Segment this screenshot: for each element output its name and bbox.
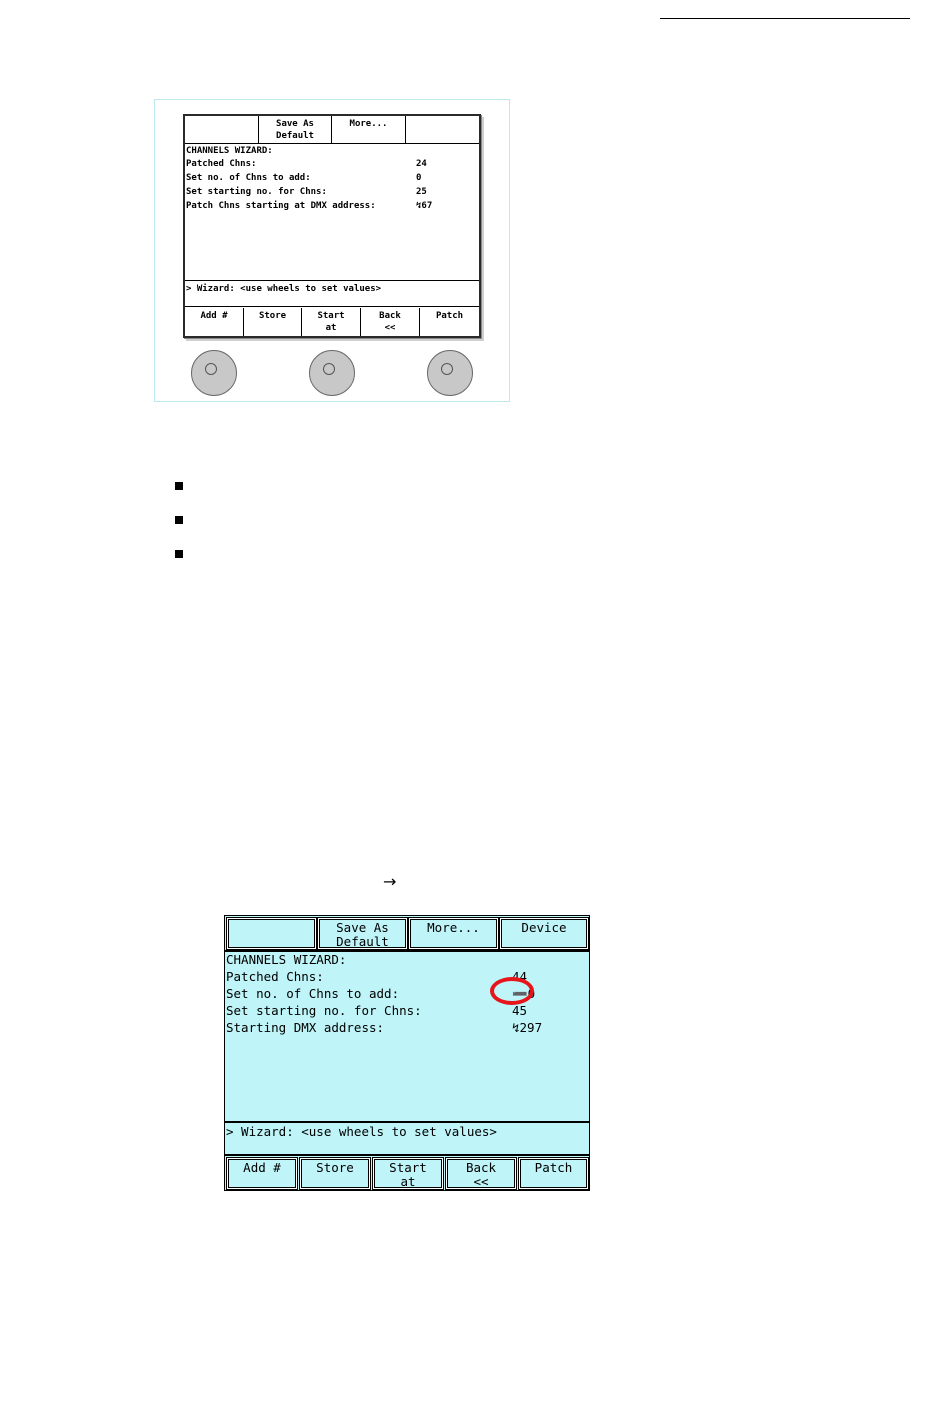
softkey-top-4[interactable]: [406, 116, 479, 144]
patch-button[interactable]: Patch: [435, 311, 464, 321]
chns-to-add-value[interactable]: ➖0: [512, 986, 536, 1001]
save-as-default-button[interactable]: Save As Default: [259, 116, 332, 144]
dmx-address-value[interactable]: ↯297: [512, 1020, 543, 1035]
patch-button[interactable]: Patch: [518, 1157, 589, 1190]
bullet-marker: [175, 516, 183, 524]
starting-no-value[interactable]: 45: [512, 1003, 528, 1018]
right-arrow-icon: →: [383, 872, 397, 891]
wheel-right-knob[interactable]: [427, 350, 473, 396]
wheel-middle-knob[interactable]: [309, 350, 355, 396]
starting-no-label: Set starting no. for Chns:: [186, 187, 327, 197]
patched-chns-value: 24: [416, 159, 427, 169]
back-button[interactable]: Back <<: [445, 1157, 517, 1190]
bullet-marker: [175, 550, 183, 558]
more-button[interactable]: More...: [332, 116, 406, 144]
add-number-button[interactable]: Add #: [185, 308, 244, 336]
device-button[interactable]: Device: [499, 917, 589, 950]
start-at-button[interactable]: Start at: [302, 308, 361, 336]
back-button[interactable]: Back <<: [361, 308, 420, 336]
softkey-bottom-bar: [185, 308, 479, 336]
dmx-address-label: Patch Chns starting at DMX address:: [186, 201, 376, 211]
patched-chns-value: 44: [512, 969, 528, 984]
wizard-title: CHANNELS WIZARD:: [226, 952, 347, 967]
starting-no-value[interactable]: 25: [416, 187, 427, 197]
status-divider-bottom: [225, 1154, 589, 1156]
dmx-address-label: Starting DMX address:: [226, 1020, 385, 1035]
store-button[interactable]: Store: [244, 308, 302, 336]
add-number-button[interactable]: Add #: [226, 1157, 298, 1190]
wheel-left-knob[interactable]: [191, 350, 237, 396]
patched-chns-label: Patched Chns:: [186, 159, 257, 169]
store-button[interactable]: Store: [299, 1157, 371, 1190]
more-button[interactable]: More...: [408, 917, 499, 950]
wizard-status-line: > Wizard: <use wheels to set values>: [226, 1124, 497, 1139]
softkey-top-1[interactable]: [185, 116, 259, 144]
highlight-circle: [490, 977, 534, 1005]
bullet-marker: [175, 482, 183, 490]
patched-chns-label: Patched Chns:: [226, 969, 324, 984]
header-rule: [660, 18, 910, 19]
wizard-title: CHANNELS WIZARD:: [186, 146, 273, 156]
starting-no-label: Set starting no. for Chns:: [226, 1003, 422, 1018]
softkey-top-bar: [185, 116, 479, 144]
wizard-screen-mono: [183, 114, 481, 338]
start-at-button[interactable]: Start at: [372, 1157, 444, 1190]
chns-to-add-value[interactable]: 0: [416, 173, 422, 183]
dmx-address-value[interactable]: ↯67: [416, 201, 433, 211]
wizard-screen-color: [224, 915, 590, 1191]
chns-to-add-label: Set no. of Chns to add:: [186, 173, 311, 183]
chns-to-add-label: Set no. of Chns to add:: [226, 986, 400, 1001]
softkey-top-1[interactable]: [226, 917, 317, 950]
wizard-status-line: > Wizard: <use wheels to set values>: [185, 280, 479, 307]
save-as-default-button[interactable]: Save As Default: [317, 917, 408, 950]
